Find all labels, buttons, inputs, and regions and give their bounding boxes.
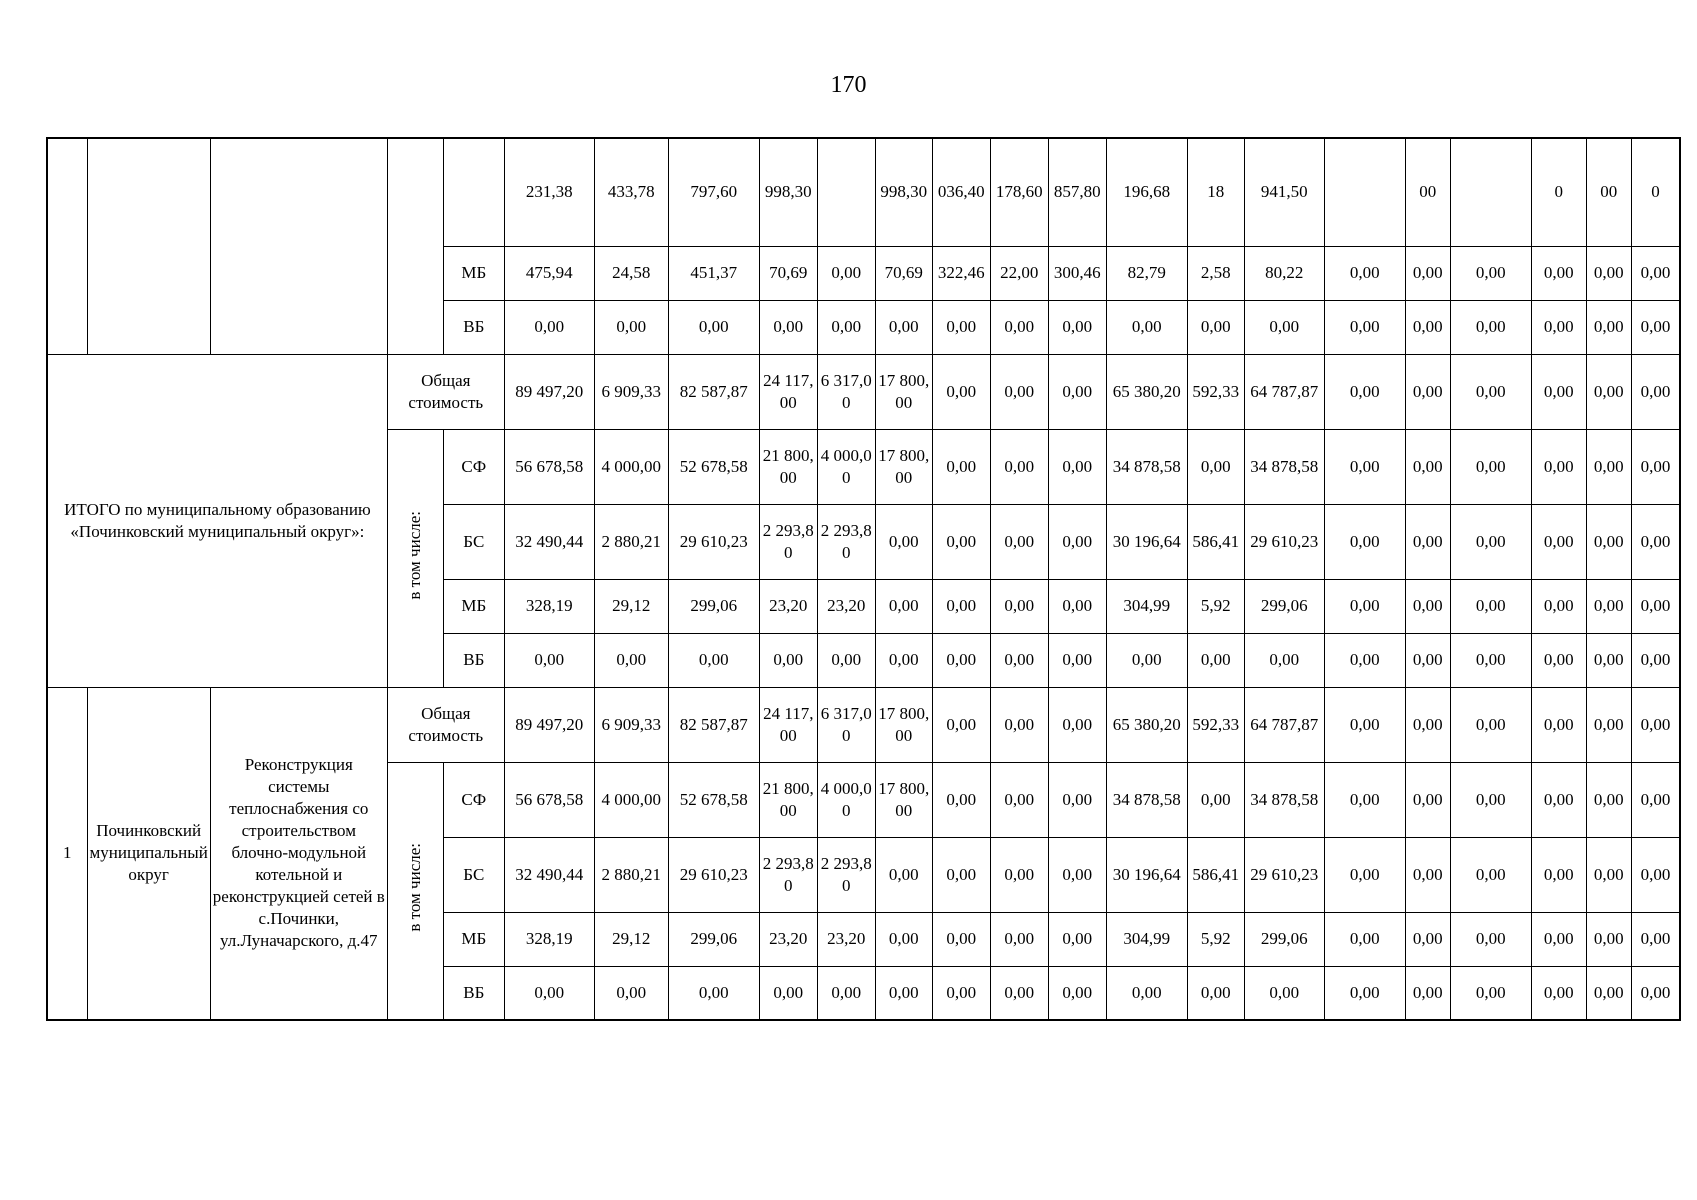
value-cell: 89 497,20 bbox=[504, 687, 594, 762]
value-cell: 18 bbox=[1187, 138, 1244, 246]
value-cell: 23,20 bbox=[759, 579, 817, 633]
value-cell: 0,00 bbox=[1048, 579, 1106, 633]
value-cell: 0,00 bbox=[1631, 579, 1680, 633]
value-cell: 32 490,44 bbox=[504, 504, 594, 579]
value-cell: 178,60 bbox=[990, 138, 1048, 246]
value-cell: 592,33 bbox=[1187, 687, 1244, 762]
value-cell: 0,00 bbox=[1106, 300, 1187, 354]
value-cell: 998,30 bbox=[759, 138, 817, 246]
value-cell: 21 800,00 bbox=[759, 429, 817, 504]
value-cell: 29,12 bbox=[594, 912, 668, 966]
value-cell: 0,00 bbox=[1187, 633, 1244, 687]
value-cell: 56 678,58 bbox=[504, 429, 594, 504]
value-cell: 24 117,00 bbox=[759, 687, 817, 762]
value-cell: 0,00 bbox=[1324, 300, 1405, 354]
value-cell: 0,00 bbox=[1586, 966, 1631, 1020]
value-cell: 34 878,58 bbox=[1244, 429, 1324, 504]
value-cell: 0,00 bbox=[668, 966, 759, 1020]
funding-source-label: ВБ bbox=[443, 966, 504, 1020]
including-label-cell bbox=[387, 429, 443, 687]
value-cell: 0,00 bbox=[1405, 687, 1450, 762]
value-cell: 0,00 bbox=[1531, 837, 1586, 912]
value-cell: 0,00 bbox=[1631, 687, 1680, 762]
itogo-label: ИТОГО по муниципальному образованию «Починковский муниципальный округ»: bbox=[47, 354, 387, 687]
total-cost-label: Общая стоимость bbox=[387, 687, 504, 762]
value-cell: 0,00 bbox=[1187, 429, 1244, 504]
value-cell: 300,46 bbox=[1048, 246, 1106, 300]
value-cell: 0,00 bbox=[1586, 762, 1631, 837]
value-cell: 0,00 bbox=[759, 300, 817, 354]
value-cell: 304,99 bbox=[1106, 579, 1187, 633]
value-cell: 0,00 bbox=[1586, 837, 1631, 912]
value-cell: 0,00 bbox=[1450, 504, 1531, 579]
empty-municipality-cell bbox=[87, 138, 210, 354]
value-cell: 0,00 bbox=[1324, 912, 1405, 966]
value-cell: 0,00 bbox=[1244, 966, 1324, 1020]
value-cell: 0,00 bbox=[1405, 966, 1450, 1020]
value-cell: 2 293,80 bbox=[817, 837, 875, 912]
value-cell: 4 000,00 bbox=[594, 762, 668, 837]
value-cell: 0,00 bbox=[1631, 429, 1680, 504]
value-cell: 6 909,33 bbox=[594, 687, 668, 762]
value-cell: 0,00 bbox=[932, 504, 990, 579]
value-cell: 0 bbox=[1631, 138, 1680, 246]
funding-source-label: СФ bbox=[443, 429, 504, 504]
value-cell: 5,92 bbox=[1187, 912, 1244, 966]
value-cell: 0,00 bbox=[1631, 966, 1680, 1020]
value-cell: 0,00 bbox=[1586, 912, 1631, 966]
value-cell: 17 800,00 bbox=[875, 354, 932, 429]
value-cell: 34 878,58 bbox=[1106, 429, 1187, 504]
value-cell: 0,00 bbox=[1531, 579, 1586, 633]
funding-source-label: БС bbox=[443, 504, 504, 579]
funding-source-label: ВБ bbox=[443, 300, 504, 354]
value-cell: 0,00 bbox=[817, 300, 875, 354]
value-cell: 0,00 bbox=[1244, 300, 1324, 354]
value-cell: 0,00 bbox=[1405, 633, 1450, 687]
value-cell: 34 878,58 bbox=[1244, 762, 1324, 837]
value-cell: 0,00 bbox=[990, 687, 1048, 762]
value-cell: 0,00 bbox=[1405, 504, 1450, 579]
value-cell: 17 800,00 bbox=[875, 762, 932, 837]
table-row bbox=[47, 354, 1680, 429]
value-cell: 0,00 bbox=[1187, 762, 1244, 837]
value-cell: 0,00 bbox=[1586, 579, 1631, 633]
value-cell: 65 380,20 bbox=[1106, 687, 1187, 762]
value-cell: 586,41 bbox=[1187, 837, 1244, 912]
value-cell: 0,00 bbox=[1450, 633, 1531, 687]
value-cell: 0,00 bbox=[1048, 633, 1106, 687]
value-cell: 299,06 bbox=[668, 912, 759, 966]
page-number: 170 bbox=[830, 72, 867, 98]
value-cell: 0,00 bbox=[932, 912, 990, 966]
value-cell: 0,00 bbox=[1631, 246, 1680, 300]
value-cell: 0,00 bbox=[1531, 633, 1586, 687]
value-cell: 00 bbox=[1586, 138, 1631, 246]
value-cell: 0,00 bbox=[1048, 762, 1106, 837]
value-cell: 0,00 bbox=[817, 633, 875, 687]
value-cell: 0,00 bbox=[1405, 912, 1450, 966]
value-cell: 0,00 bbox=[668, 300, 759, 354]
table-row bbox=[47, 687, 1680, 762]
value-cell: 0,00 bbox=[1405, 837, 1450, 912]
value-cell: 0,00 bbox=[1631, 300, 1680, 354]
project-name: Реконструкция системы теплоснабжения со строительством блочно-модульной котельной и реконструкцией сетей в с.Починки, ул.Луначарского, д.47 bbox=[210, 687, 387, 1020]
value-cell: 0,00 bbox=[1586, 504, 1631, 579]
value-cell: 0,00 bbox=[875, 504, 932, 579]
value-cell: 23,20 bbox=[759, 912, 817, 966]
value-cell: 30 196,64 bbox=[1106, 504, 1187, 579]
value-cell: 0,00 bbox=[1450, 966, 1531, 1020]
value-cell: 0,00 bbox=[1048, 966, 1106, 1020]
value-cell: 0,00 bbox=[1450, 837, 1531, 912]
value-cell: 0,00 bbox=[1531, 762, 1586, 837]
value-cell: 0,00 bbox=[1450, 687, 1531, 762]
value-cell: 0,00 bbox=[817, 966, 875, 1020]
table-row bbox=[47, 138, 1680, 246]
budget-table bbox=[46, 137, 1681, 1021]
value-cell: 0,00 bbox=[875, 837, 932, 912]
value-cell: 036,40 bbox=[932, 138, 990, 246]
value-cell: 0,00 bbox=[1048, 912, 1106, 966]
value-cell: 586,41 bbox=[1187, 504, 1244, 579]
value-cell: 64 787,87 bbox=[1244, 687, 1324, 762]
value-cell: 0,00 bbox=[1405, 762, 1450, 837]
value-cell: 22,00 bbox=[990, 246, 1048, 300]
value-cell: 592,33 bbox=[1187, 354, 1244, 429]
value-cell: 0,00 bbox=[1631, 354, 1680, 429]
value-cell: 0,00 bbox=[1531, 429, 1586, 504]
value-cell: 2,58 bbox=[1187, 246, 1244, 300]
row-number: 1 bbox=[47, 687, 87, 1020]
value-cell: 0,00 bbox=[1405, 246, 1450, 300]
table-body bbox=[47, 138, 1680, 1020]
municipality-name: Починковский муниципальный округ bbox=[87, 687, 210, 1020]
value-cell: 0,00 bbox=[932, 687, 990, 762]
value-cell: 299,06 bbox=[1244, 579, 1324, 633]
value-cell: 0,00 bbox=[990, 762, 1048, 837]
value-cell: 29 610,23 bbox=[668, 504, 759, 579]
value-cell: 0,00 bbox=[1048, 429, 1106, 504]
value-cell: 0,00 bbox=[1586, 429, 1631, 504]
funding-source-label: БС bbox=[443, 837, 504, 912]
value-cell: 328,19 bbox=[504, 912, 594, 966]
value-cell: 0,00 bbox=[1450, 246, 1531, 300]
value-cell: 0,00 bbox=[990, 300, 1048, 354]
value-cell: 56 678,58 bbox=[504, 762, 594, 837]
value-cell: 29 610,23 bbox=[1244, 837, 1324, 912]
value-cell: 0,00 bbox=[1631, 504, 1680, 579]
value-cell: 24 117,00 bbox=[759, 354, 817, 429]
value-cell: 231,38 bbox=[504, 138, 594, 246]
value-cell: 0,00 bbox=[1450, 579, 1531, 633]
value-cell: 0,00 bbox=[932, 300, 990, 354]
value-cell: 21 800,00 bbox=[759, 762, 817, 837]
value-cell: 29 610,23 bbox=[1244, 504, 1324, 579]
value-cell: 6 317,00 bbox=[817, 687, 875, 762]
value-cell: 0,00 bbox=[1324, 687, 1405, 762]
value-cell: 64 787,87 bbox=[1244, 354, 1324, 429]
value-cell: 0,00 bbox=[1324, 504, 1405, 579]
value-cell: 30 196,64 bbox=[1106, 837, 1187, 912]
value-cell: 0,00 bbox=[932, 837, 990, 912]
value-cell: 0,00 bbox=[990, 912, 1048, 966]
value-cell: 2 293,80 bbox=[759, 504, 817, 579]
value-cell: 2 880,21 bbox=[594, 837, 668, 912]
value-cell: 0,00 bbox=[990, 633, 1048, 687]
value-cell: 0,00 bbox=[1631, 837, 1680, 912]
value-cell: 0,00 bbox=[1586, 300, 1631, 354]
value-cell: 0,00 bbox=[1187, 300, 1244, 354]
value-cell: 0,00 bbox=[1531, 966, 1586, 1020]
value-cell: 0,00 bbox=[504, 633, 594, 687]
value-cell: 23,20 bbox=[817, 912, 875, 966]
funding-source-label bbox=[443, 138, 504, 246]
value-cell: 304,99 bbox=[1106, 912, 1187, 966]
value-cell: 6 317,00 bbox=[817, 354, 875, 429]
value-cell: 52 678,58 bbox=[668, 762, 759, 837]
value-cell: 328,19 bbox=[504, 579, 594, 633]
value-cell: 0,00 bbox=[504, 966, 594, 1020]
value-cell bbox=[817, 138, 875, 246]
value-cell: 0,00 bbox=[504, 300, 594, 354]
value-cell: 0,00 bbox=[1631, 633, 1680, 687]
value-cell: 82 587,87 bbox=[668, 354, 759, 429]
value-cell: 6 909,33 bbox=[594, 354, 668, 429]
total-cost-label: Общая стоимость bbox=[387, 354, 504, 429]
value-cell: 0,00 bbox=[1048, 837, 1106, 912]
value-cell: 0,00 bbox=[1324, 579, 1405, 633]
funding-source-label: МБ bbox=[443, 912, 504, 966]
value-cell: 0 bbox=[1531, 138, 1586, 246]
value-cell: 5,92 bbox=[1187, 579, 1244, 633]
value-cell: 29,12 bbox=[594, 579, 668, 633]
funding-source-label: МБ bbox=[443, 246, 504, 300]
value-cell: 0,00 bbox=[932, 354, 990, 429]
value-cell: 0,00 bbox=[990, 354, 1048, 429]
value-cell: 82 587,87 bbox=[668, 687, 759, 762]
value-cell: 0,00 bbox=[1106, 966, 1187, 1020]
value-cell: 2 293,80 bbox=[817, 504, 875, 579]
value-cell: 0,00 bbox=[1586, 633, 1631, 687]
value-cell: 0,00 bbox=[1405, 354, 1450, 429]
value-cell: 0,00 bbox=[1531, 687, 1586, 762]
value-cell: 475,94 bbox=[504, 246, 594, 300]
value-cell: 0,00 bbox=[1324, 354, 1405, 429]
value-cell: 2 880,21 bbox=[594, 504, 668, 579]
value-cell: 0,00 bbox=[990, 579, 1048, 633]
value-cell: 24,58 bbox=[594, 246, 668, 300]
value-cell: 0,00 bbox=[1324, 246, 1405, 300]
value-cell: 0,00 bbox=[1324, 966, 1405, 1020]
value-cell: 70,69 bbox=[875, 246, 932, 300]
value-cell: 0,00 bbox=[1187, 966, 1244, 1020]
value-cell: 34 878,58 bbox=[1106, 762, 1187, 837]
value-cell: 0,00 bbox=[1531, 504, 1586, 579]
value-cell: 17 800,00 bbox=[875, 429, 932, 504]
value-cell: 0,00 bbox=[594, 633, 668, 687]
value-cell: 0,00 bbox=[1244, 633, 1324, 687]
value-cell: 29 610,23 bbox=[668, 837, 759, 912]
value-cell: 0,00 bbox=[1450, 912, 1531, 966]
value-cell: 17 800,00 bbox=[875, 687, 932, 762]
value-cell: 0,00 bbox=[932, 633, 990, 687]
value-cell: 0,00 bbox=[594, 300, 668, 354]
value-cell: 0,00 bbox=[1324, 837, 1405, 912]
value-cell: 0,00 bbox=[1531, 300, 1586, 354]
value-cell: 0,00 bbox=[990, 966, 1048, 1020]
empty-project-cell bbox=[210, 138, 387, 354]
value-cell: 0,00 bbox=[875, 966, 932, 1020]
value-cell: 0,00 bbox=[1324, 429, 1405, 504]
value-cell: 0,00 bbox=[1048, 504, 1106, 579]
value-cell: 196,68 bbox=[1106, 138, 1187, 246]
value-cell: 0,00 bbox=[1586, 246, 1631, 300]
value-cell: 0,00 bbox=[1048, 687, 1106, 762]
value-cell: 0,00 bbox=[1106, 633, 1187, 687]
value-cell: 0,00 bbox=[932, 579, 990, 633]
including-label: в том числе: bbox=[405, 510, 425, 600]
value-cell: 0,00 bbox=[990, 429, 1048, 504]
value-cell: 998,30 bbox=[875, 138, 932, 246]
value-cell: 0,00 bbox=[1531, 354, 1586, 429]
value-cell: 82,79 bbox=[1106, 246, 1187, 300]
value-cell: 0,00 bbox=[1405, 300, 1450, 354]
value-cell: 4 000,00 bbox=[817, 762, 875, 837]
value-cell: 32 490,44 bbox=[504, 837, 594, 912]
value-cell: 0,00 bbox=[932, 966, 990, 1020]
value-cell: 0,00 bbox=[1450, 762, 1531, 837]
value-cell: 0,00 bbox=[1450, 354, 1531, 429]
empty-group-cell bbox=[387, 138, 443, 354]
funding-source-label: СФ bbox=[443, 762, 504, 837]
value-cell: 299,06 bbox=[668, 579, 759, 633]
funding-source-label: МБ bbox=[443, 579, 504, 633]
value-cell: 0,00 bbox=[1048, 354, 1106, 429]
value-cell: 4 000,00 bbox=[817, 429, 875, 504]
value-cell: 0,00 bbox=[875, 300, 932, 354]
value-cell: 0,00 bbox=[875, 633, 932, 687]
value-cell: 0,00 bbox=[990, 837, 1048, 912]
value-cell: 4 000,00 bbox=[594, 429, 668, 504]
value-cell: 0,00 bbox=[1631, 762, 1680, 837]
value-cell: 0,00 bbox=[1405, 579, 1450, 633]
value-cell: 65 380,20 bbox=[1106, 354, 1187, 429]
value-cell: 0,00 bbox=[1324, 762, 1405, 837]
value-cell: 0,00 bbox=[875, 912, 932, 966]
value-cell: 451,37 bbox=[668, 246, 759, 300]
value-cell: 433,78 bbox=[594, 138, 668, 246]
value-cell: 80,22 bbox=[1244, 246, 1324, 300]
value-cell: 0,00 bbox=[1531, 912, 1586, 966]
value-cell: 0,00 bbox=[759, 633, 817, 687]
value-cell: 0,00 bbox=[1586, 687, 1631, 762]
value-cell: 0,00 bbox=[932, 429, 990, 504]
value-cell: 0,00 bbox=[990, 504, 1048, 579]
value-cell: 322,46 bbox=[932, 246, 990, 300]
value-cell: 89 497,20 bbox=[504, 354, 594, 429]
value-cell: 299,06 bbox=[1244, 912, 1324, 966]
value-cell: 0,00 bbox=[594, 966, 668, 1020]
value-cell: 70,69 bbox=[759, 246, 817, 300]
value-cell: 0,00 bbox=[1531, 246, 1586, 300]
funding-source-label: ВБ bbox=[443, 633, 504, 687]
value-cell: 0,00 bbox=[759, 966, 817, 1020]
value-cell: 941,50 bbox=[1244, 138, 1324, 246]
value-cell: 0,00 bbox=[1048, 300, 1106, 354]
value-cell: 00 bbox=[1405, 138, 1450, 246]
value-cell: 797,60 bbox=[668, 138, 759, 246]
including-label: в том числе: bbox=[405, 843, 425, 933]
value-cell: 0,00 bbox=[1450, 429, 1531, 504]
value-cell: 52 678,58 bbox=[668, 429, 759, 504]
value-cell: 0,00 bbox=[1631, 912, 1680, 966]
value-cell: 23,20 bbox=[817, 579, 875, 633]
including-label-cell bbox=[387, 762, 443, 1020]
value-cell: 2 293,80 bbox=[759, 837, 817, 912]
value-cell bbox=[1324, 138, 1405, 246]
value-cell: 0,00 bbox=[817, 246, 875, 300]
empty-number-cell bbox=[47, 138, 87, 354]
value-cell: 0,00 bbox=[1405, 429, 1450, 504]
value-cell: 0,00 bbox=[932, 762, 990, 837]
value-cell: 0,00 bbox=[1324, 633, 1405, 687]
value-cell: 0,00 bbox=[1586, 354, 1631, 429]
value-cell: 857,80 bbox=[1048, 138, 1106, 246]
value-cell: 0,00 bbox=[668, 633, 759, 687]
value-cell: 0,00 bbox=[1450, 300, 1531, 354]
value-cell: 0,00 bbox=[875, 579, 932, 633]
value-cell bbox=[1450, 138, 1531, 246]
